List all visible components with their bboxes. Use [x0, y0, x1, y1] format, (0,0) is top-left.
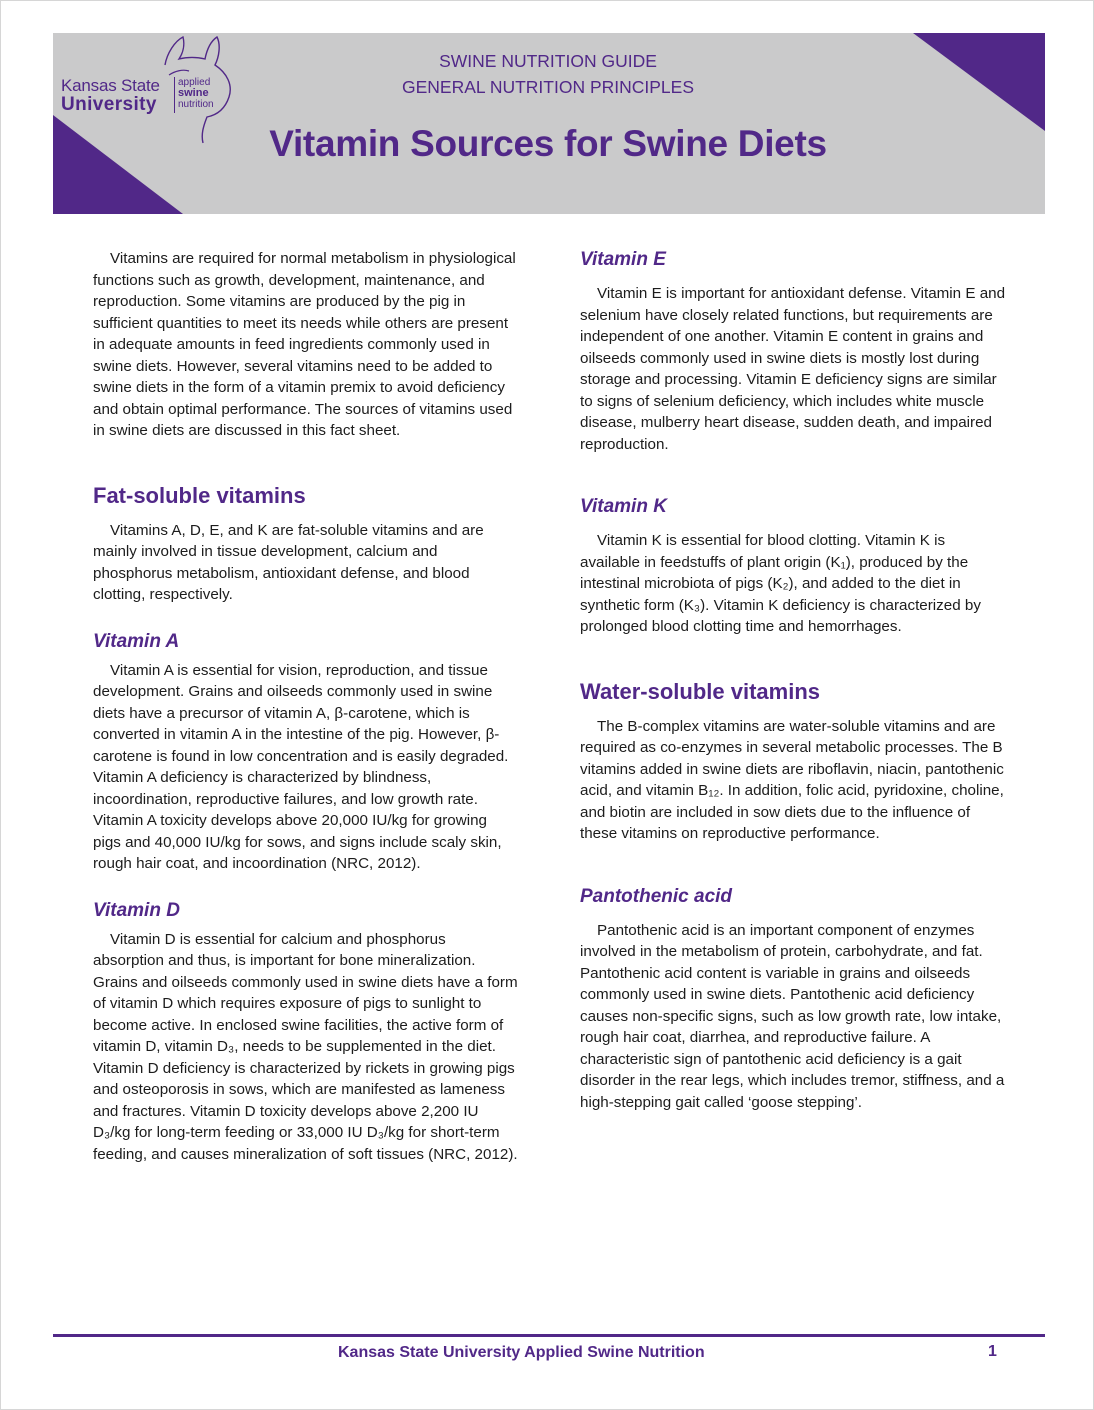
header-banner	[53, 33, 1045, 214]
logo-divider	[174, 77, 175, 113]
pantothenic-acid-heading: Pantothenic acid	[580, 885, 733, 907]
water-soluble-paragraph: The B-complex vitamins are water-soluble vitamins and are required as co-enzymes in several metabolic processes. The B vitamins added in swine diets are riboflavin, niacin, pantothenic acid, and vitamin B₁₂. In addition, folic acid, pyridoxine, choline, and biotin are included in sow diets due to the influence of these vitamins on reproductive performance.	[580, 717, 1004, 842]
pantothenic-acid-paragraph: Pantothenic acid is an important component of enzymes involved in the metabolism of protein, carbohydrate, and fat. Pantothenic acid content is variable in grains and oilseeds commonly used in swine diets. Pantothenic acid deficiency causes non-specific signs, such as low growth rate, low intake, rough hair coat, diarrhea, and reproductive failure. A characteristic sign of pantothenic acid deficiency is a gait disorder in the rear legs, which includes tremor, stiffness, and a high-stepping gait called ‘goose stepping’.	[580, 921, 1005, 1111]
logo-wordmark	[61, 76, 160, 114]
fat-soluble-paragraph: Vitamins A, D, E, and K are fat-soluble vitamins and are mainly involved in tissue development, calcium and phosphorus metabolism, antioxidant defense, and blood clotting, respectively.	[93, 521, 484, 603]
vitamin-e-heading: Vitamin E	[580, 249, 666, 270]
right-column	[580, 248, 1008, 1113]
university-logo	[57, 35, 262, 145]
logo-subtext	[178, 77, 214, 110]
vitamin-k-heading: Vitamin K	[580, 496, 667, 517]
document-title: Vitamin Sources for Swine Diets	[269, 123, 827, 164]
water-soluble-heading: Water-soluble vitamins	[580, 678, 821, 704]
vitamin-e-paragraph: Vitamin E is important for antioxidant defense. Vitamin E and selenium have closely related functions, but requirements are independent of one another. Vitamin E content in grains and oilseeds commonly used in swine diets is mostly lost during storage and processing. Vitamin E deficiency signs are similar to signs of selenium deficiency, which includes white muscle disease, mulberry heart disease, sudden death, and impaired reproduction.	[580, 285, 1006, 453]
vitamin-k-paragraph: Vitamin K is essential for blood clotting. Vitamin K is available in feedstuffs of plant origin (K₁), produced by the intestinal microbiota of pigs (K₂), and added to the diet in synthetic form (K₃). Vitamin K deficiency is characterized by prolonged blood clotting time and hemorrhages.	[580, 532, 981, 635]
page-number: 1	[988, 1343, 997, 1360]
footer-rule	[53, 1334, 1045, 1337]
logo-sub-swine: swine	[178, 87, 209, 99]
vitamin-d-paragraph: Vitamin D is essential for calcium and phosphorus absorption and thus, is important for bone mineralization. Grains and oilseeds commonly used in swine diets have a form of vitamin D which requires exposure of pigs to sunlight to become active. In enclosed swine facilities, the active form of vitamin D, vitamin D₃, needs to be supplemented in the diet. Vitamin D deficiency is characterized by rickets in growing pigs and osteoporosis in sows, which are manifested as lameness and fractures. Vitamin D toxicity develops above 2,200 IU D₃/kg for long-term feeding or 33,000 IU D₃/kg for short-term feeding, and causes mineralization of soft tissues (NRC, 2012).	[93, 930, 518, 1163]
logo-line-2: University	[61, 94, 157, 115]
vitamin-a-heading: Vitamin A	[93, 630, 180, 652]
vitamin-a-paragraph: Vitamin A is essential for vision, reproduction, and tissue development. Grains and oilseeds commonly used in swine diets have a precursor of vitamin A, β-carotene, which is converted in vitamin A in the intestine of the pig. However, β-carotene is found in low concentration and is easily degraded. Vitamin A deficiency is characterized by blindness, incoordination, reproductive failures, and low growth rate. Vitamin A toxicity develops above 20,000 IU/kg for growing pigs and 40,000 IU/kg for sows, and signs include scaly skin, rough hair coat, and incoordination (NRC, 2012).	[93, 661, 509, 872]
guide-title-line-2: GENERAL NUTRITION PRINCIPLES	[401, 77, 695, 97]
guide-title	[353, 48, 743, 100]
footer-text: Kansas State University Applied Swine Nutrition	[338, 1344, 705, 1361]
left-column	[93, 248, 518, 1165]
intro-paragraph: Vitamins are required for normal metabolism in physiological functions such as growth, development, maintenance, and reproduction. Some vitamins are produced by the pig in sufficient quantities to meet its needs while others are present in adequate amounts in feed ingredients commonly used in swine diets. However, several vitamins need to be added to swine diets in the form of a vitamin premix to avoid deficiency and obtain optimal performance. The sources of vitamins used in swine diets are discussed in this fact sheet.	[93, 250, 516, 439]
guide-title-line-1: SWINE NUTRITION GUIDE	[439, 51, 657, 71]
fat-soluble-heading: Fat-soluble vitamins	[93, 482, 306, 508]
right-corner-triangle	[905, 33, 1045, 214]
logo-line-1: Kansas State	[61, 76, 160, 95]
vitamin-d-heading: Vitamin D	[93, 899, 180, 921]
logo-sub-applied: applied	[178, 77, 211, 88]
logo-sub-nutrition: nutrition	[178, 99, 214, 110]
